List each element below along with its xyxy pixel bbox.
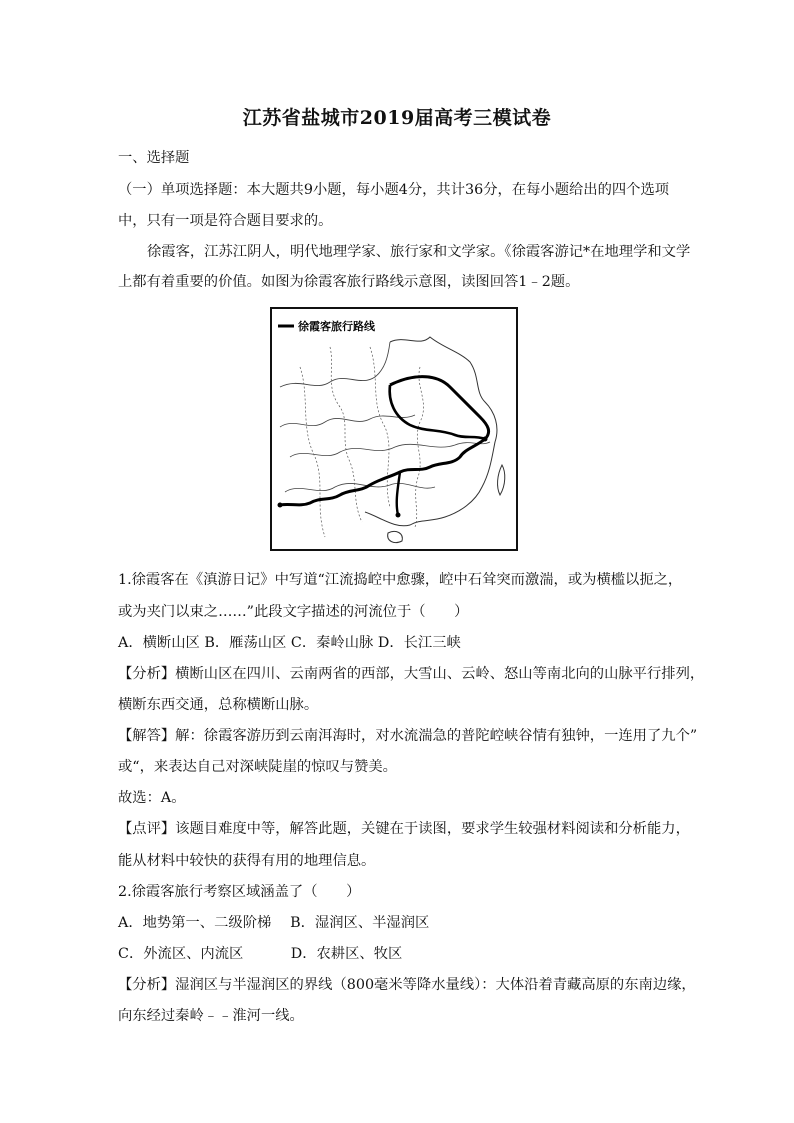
q1-solution-line-1: 【解答】解：徐霞客游历到云南洱海时，对水流湍急的普陀崆峡谷情有独钟，一连用了九个” (118, 728, 698, 744)
q1-stem-line-1: 1.徐霞客在《滇游日记》中写道“江流捣崆中愈骤，崆中石耸突而激湍，或为横槛以扼之， (118, 572, 683, 588)
q1-comment-line-1: 【点评】该题目难度中等，解答此题，关键在于读图，要求学生较强材料阅读和分析能力， (118, 821, 690, 837)
section-heading: 一、选择题 (118, 150, 190, 166)
q1-solution-line-2: 或“，来表达自己对深峡陡崖的惊叹与赞美。 (118, 759, 397, 775)
page-title: 江苏省盐城市2019届高考三模试卷 (242, 107, 552, 129)
route-endpoint-west (278, 503, 283, 508)
q2-options-line-1: A．地势第一、二级阶梯 B．湿润区、半湿润区 (118, 915, 430, 931)
q1-stem-line-2: 或为夹门以束之……”此段文字描述的河流位于（ ） (118, 604, 469, 620)
q1-comment-line-2: 能从材料中较快的获得有用的地理信息。 (118, 853, 376, 869)
q2-options-line-2: C．外流区、内流区 D．农耕区、牧区 (118, 946, 403, 962)
q1-choice: 故选：A。 (118, 790, 186, 806)
instruction-line-2: 中，只有一项是符合题目要求的。 (118, 213, 333, 229)
map-frame (271, 308, 517, 550)
passage-line-1: 徐霞客，江苏江阴人，明代地理学家、旅行家和文学家。《徐霞客游记*在地理学和文学 (147, 244, 691, 260)
passage-line-2: 上都有着重要的价值。如图为徐霞客旅行路线示意图，读图回答1﹣2题。 (118, 274, 580, 290)
q1-options: A．横断山区 B．雁荡山区 C．秦岭山脉 D．长江三峡 (118, 635, 461, 651)
q2-stem: 2.徐霞客旅行考察区域涵盖了（ ） (118, 884, 361, 900)
map-legend-label: 徐霞客旅行路线 (298, 320, 375, 333)
instruction-line-1: （一）单项选择题：本大题共9小题，每小题4分，共计36分，在每小题给出的四个选项 (118, 182, 670, 198)
q2-analysis-line-1: 【分析】湿润区与半湿润区的界线（800毫米等降水量线）：大体沿着青藏高原的东南边缘， (118, 977, 696, 993)
travel-route-map (270, 307, 518, 551)
q1-analysis-line-1: 【分析】横断山区在四川、云南两省的西部，大雪山、云岭、怒山等南北向的山脉平行排列， (118, 666, 705, 682)
q2-analysis-line-2: 向东经过秦岭﹣﹣淮河一线。 (118, 1008, 304, 1024)
route-endpoint-east (483, 437, 488, 442)
route-endpoint-south (396, 513, 401, 518)
q1-analysis-line-2: 横断东西交通，总称横断山脉。 (118, 697, 319, 713)
